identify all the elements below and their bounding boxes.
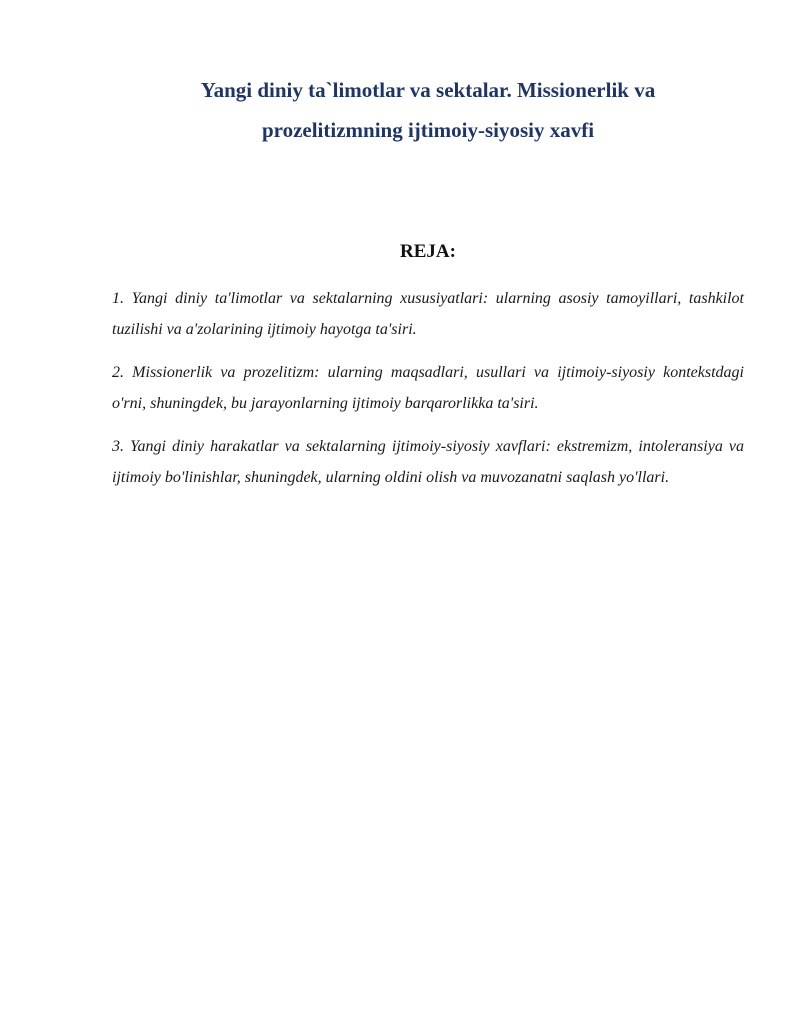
plan-list: [112, 283, 744, 505]
plan-item-1: 1. Yangi diniy ta'limotlar va sektalarning xususiyatlari: ularning asosiy tamoyillari, tashkilot tuzilishi va a'zolarining ijtimoiy hayotga ta'siri.: [112, 290, 744, 338]
title-line-1: Yangi diniy ta`limotlar va sektalar. Missionerlik va: [200, 78, 656, 102]
document-title: [112, 70, 744, 150]
plan-item-3: 3. Yangi diniy harakatlar va sektalarning ijtimoiy-siyosiy xavflari: ekstremizm, intoleransiya va ijtimoiy bo'linishlar, shuningdek, ularning oldini olish va muvozanatni saqlash yo'llari.: [112, 438, 744, 486]
plan-item-2: 2. Missionerlik va prozelitizm: ularning maqsadlari, usullari va ijtimoiy-siyosiy kontekstdagi o'rni, shuningdek, bu jarayonlarning ijtimoiy barqarorlikka ta'siri.: [112, 364, 744, 412]
title-line-2: prozelitizmning ijtimoiy-siyosiy xavfi: [261, 118, 595, 142]
plan-heading: REJA:: [400, 241, 456, 262]
